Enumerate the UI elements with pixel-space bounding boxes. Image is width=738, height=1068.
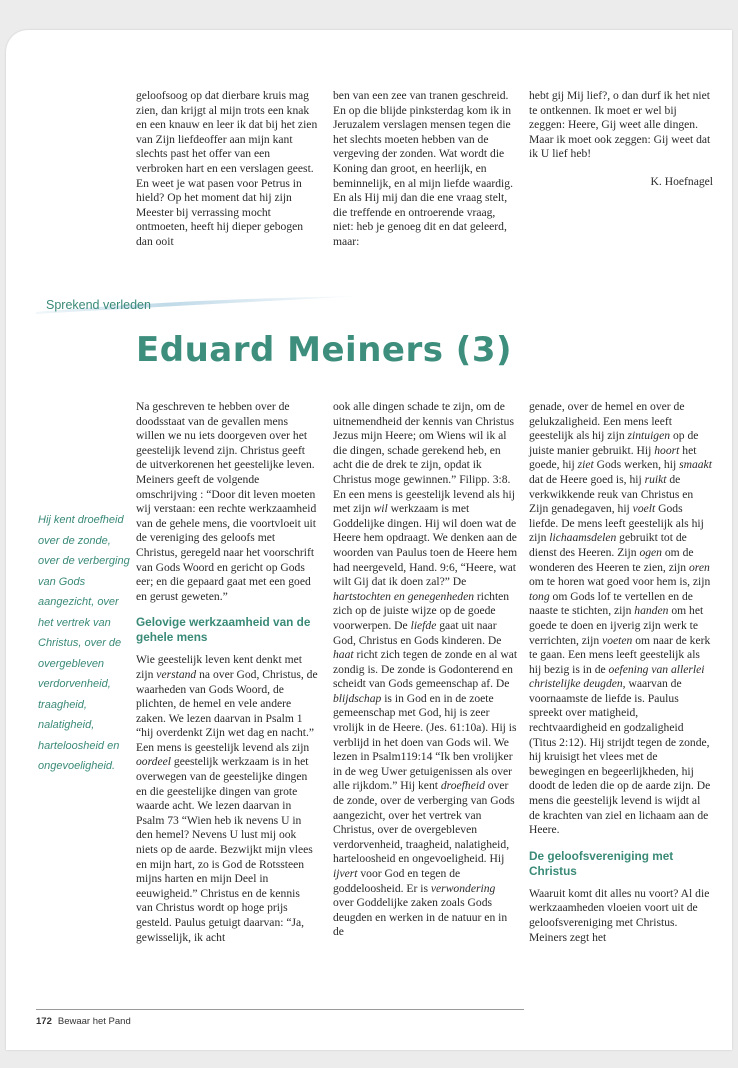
author-signature: K. Hoefnagel bbox=[650, 175, 713, 188]
paragraph: ook alle dingen schade te zijn, om de uitnemendheid der kennis van Christus Jezus mijn Heere; om Wiens wil ik al die dingen, schade gerekend heb, en acht die de drek te zijn, opdat ik Christus moge gewinnen.” Filipp. 3:8. En een mens is geestelijk levend als hij met zijn wil werkzaam is met Goddelijke dingen. Hij wil doen wat de Heere hem opdraagt. We denken aan de woorden van Paulus toen de Heere hem had neergeveld, Hand. 9:6, “Heere, wat wilt Gij dat ik doen zal?” De hartstochten en genegenheden richten zich op de juiste wijze op de goede voorwerpen. De liefde gaat uit naar God, Christus en Gods kinderen. De haat richt zich tegen de zonde en al wat zondig is. De zonde is Godonterend en scheidt van Gods gemeenschap af. De blijdschap is in God en in de zoete gemeenschap met God, hij is zeer vrolijk in de Heere. (Jes. 61:10a). Hij is verblijd in het doen van Gods wil. We lezen in Psalm119:14 “Ik ben vrolijker in de weg Uwer getuigenissen als over alle rijkdom.” Hij kent droefheid over de zonde, over de verberging van Gods aangezicht, over het vertrek van Christus, over de overgebleven verdorvenheid, traagheid, nalatigheid, harteloosheid en ongevoeligheid. Hij ijvert voor God en tegen de goddeloosheid. Er is verwondering over Goddelijke zaken zoals Gods deugden en werken in de natuur en in de bbox=[333, 400, 518, 939]
sidebar-pull-quote: Hij kent droefheid over de zonde, over de verberging van Gods aangezicht, over het vertrek van Christus, over de overgebleven verdorvenheid, traagheid, nalatigheid, harteloosheid en ongevoeligheid. bbox=[38, 514, 130, 772]
paragraph: genade, over de hemel en over de gelukzaligheid. Een mens leeft geestelijk als hij zijn zintuigen op de juiste manier gebruikt. Hij hoort het goede, hij ziet Gods werken, hij smaakt dat de Heere goed is, hij ruikt de verkwikkende reuk van Christus en Zijn genadegaven, hij voelt Gods liefde. De mens leeft geestelijk als hij zijn lichaamsdelen gebruikt tot de dienst des Heeren. Zijn ogen om de wonderen des Heeren te zien, zijn oren om te horen wat goed voor hem is, zijn tong om Gods lof te vertellen en de naaste te stichten, zijn handen om het goede te doen en ijverig zijn werk te verrichten, zijn voeten om naar de kerk te gaan. Een mens leeft geestelijk als hij bezig is in de oefening van allerlei christelijke deugden, waarvan de voornaamste de liefde is. Paulus spreekt over matigheid, rechtvaardigheid en godzaligheid (Titus 2:12). Hij strijdt tegen de zonde, hij kruisigt het vlees met de bewegingen en begeerlijkheden, hij doodt de leden die op de aarde zijn. De mens die geestelijk levend is wijdt al de krachten van ziel en lichaam aan de Heere. bbox=[529, 400, 712, 837]
footer-divider bbox=[36, 1009, 524, 1010]
section-label: Sprekend verleden bbox=[46, 298, 151, 312]
top-column-1 bbox=[136, 89, 318, 250]
paragraph: Wie geestelijk leven kent denkt met zijn verstand na over God, Christus, de waarheden van Gods Woord, de plichten, de hemel en vele andere zaken. We lezen daarvan in Psalm 1 “hij overdenkt Zijn wet dag en nacht.” Een mens is geestelijk levend als zijn oordeel geestelijk werkzaam is in het overwegen van de geestelijke dingen en die geestelijke dingen van grote waarde acht. We lezen daarvan in Psalm 73 “Wien heb ik nevens U in den hemel? Nevens U lust mij ook niets op de aarde. Bezwijkt mijn vlees en mijn hart, zo is God de Rotssteen mijns harten en mijn Deel in eeuwigheid.” Christus en de kennis van Christus wordt op hoge prijs gesteld. Paulus getuigt daarvan: “Ja, gewisselijk, ik acht bbox=[136, 653, 318, 944]
body-column-2 bbox=[333, 400, 518, 940]
body-column-3 bbox=[529, 400, 713, 945]
paragraph: Na geschreven te hebben over de doodsstaat van de gevallen mens willen we nu iets doorgeven over het geestelijk levend zijn. Christus geeft de uitverkorenen het geestelijke leven. Meiners geeft de volgende omschrijving : “Door dit leven moeten wij verstaan: een rechte werkzaamheid van de gehele mens, die voortvloeit uit de vereniging des geloofs met Christus, geregeld naar het voorschrift van Gods Woord en gericht op Gods eer; en die gepaard gaat met een goed en gerust geweten.” bbox=[136, 400, 317, 603]
top-column-1-text: geloofsoog op dat dierbare kruis mag zien, dan krijgt al mijn trots een knak en een knauw en leer ik dat bij het zien van Zijn liefdeoffer aan mijn kant slechts past het offer van een verbroken hart en een verslagen geest. En weet je wat pasen voor Petrus in hield? Op het moment dat hij zijn Meester bij verrassing mocht ontmoeten, heeft hij dieper gebogen dan ooit bbox=[136, 89, 318, 248]
top-column-2 bbox=[333, 89, 518, 250]
page-number: 172 bbox=[36, 1016, 52, 1027]
subheading: Gelovige werkzaamheid van de gehele mens bbox=[136, 615, 311, 645]
page-footer bbox=[36, 1016, 131, 1027]
top-column-3 bbox=[529, 89, 713, 162]
top-column-2-text: ben van een zee van tranen geschreid. En op die blijde pinksterdag kom ik in Jeruzalem verslagen mensen tegen die het slechts moeten hebben van de vergeving der zonden. Wat wordt die Koning dan groot, en heerlijk, en beminnelijk, en al mijn liefde waardig. En als Hij mij dan die ene vraag stelt, die treffende en ontroerende vraag, niet: heb je genoeg dit en dat geleerd, maar: bbox=[333, 89, 513, 248]
body-column-1 bbox=[136, 400, 318, 945]
subheading: De geloofsvereniging met Christus bbox=[529, 848, 674, 878]
paragraph: Waaruit komt dit alles nu voort? Al die werkzaamheden vloeien voort uit de geloofsvereniging met Christus. Meiners zegt het bbox=[529, 886, 710, 944]
top-column-3-text: hebt gij Mij lief?, o dan durf ik het niet te ontkennen. Ik moet er wel bij zeggen: Heere, Gij weet alle dingen. Maar ik moet ook zeggen: Gij weet dat ik U lief heb! bbox=[529, 89, 711, 161]
page bbox=[6, 30, 732, 1050]
publication-name: Bewaar het Pand bbox=[57, 1016, 131, 1027]
article-title: Eduard Meiners (3) bbox=[136, 330, 513, 370]
